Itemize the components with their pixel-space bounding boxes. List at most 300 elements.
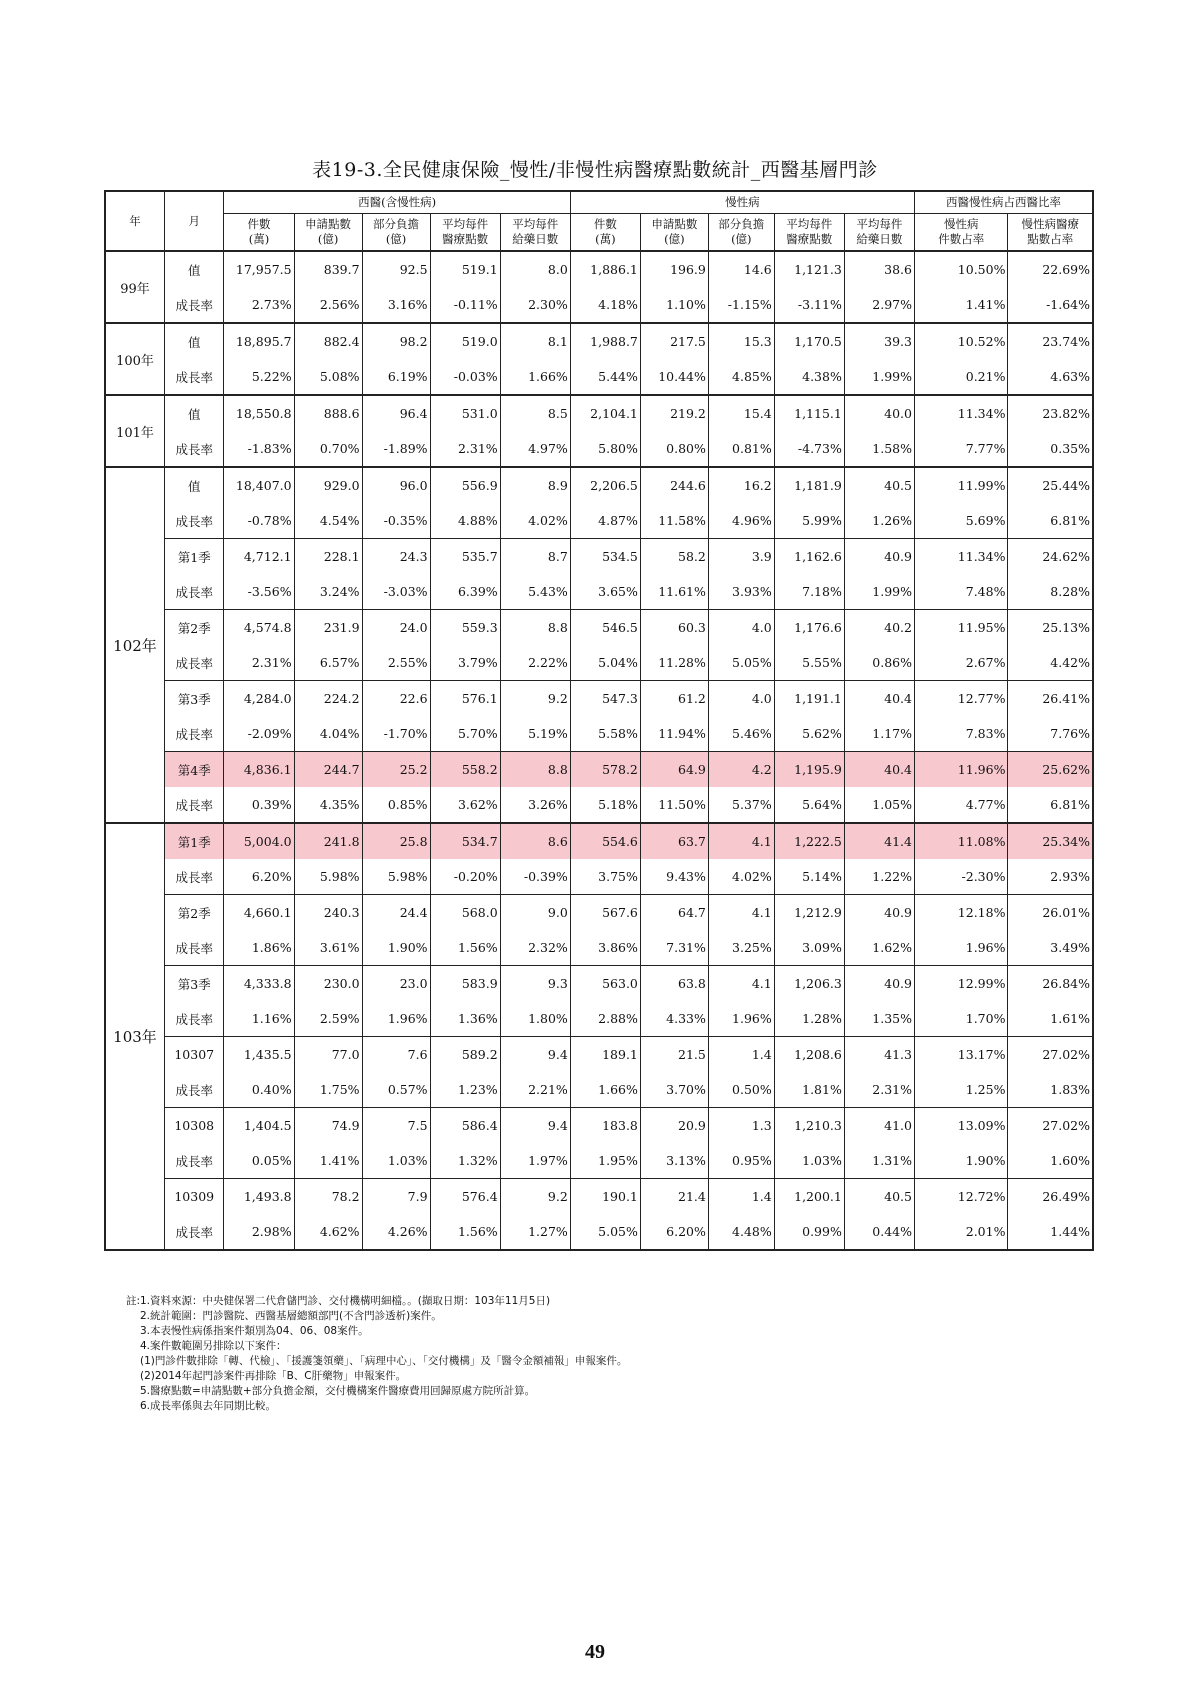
row-label-cell: 成長率	[164, 431, 223, 467]
row-label-cell: 成長率	[164, 574, 223, 610]
table-row	[105, 716, 1093, 752]
value-cell: 0.57%	[362, 1072, 430, 1108]
footnotes	[126, 1294, 628, 1414]
value-cell: 5.37%	[708, 787, 774, 823]
value-cell: 2.59%	[294, 1001, 362, 1037]
value-cell: 1.86%	[224, 930, 294, 966]
value-cell: 9.0	[500, 895, 570, 931]
table-row	[105, 1179, 1093, 1215]
value-cell: 26.41%	[1008, 681, 1093, 717]
value-cell: 241.8	[294, 823, 362, 859]
value-cell: 1.16%	[224, 1001, 294, 1037]
table-row	[105, 930, 1093, 966]
value-cell: 183.8	[570, 1108, 640, 1144]
value-cell: 7.18%	[774, 574, 844, 610]
column-header-line1: 平均每件	[856, 217, 903, 231]
value-cell: 25.44%	[1008, 467, 1093, 503]
value-cell: 13.09%	[915, 1108, 1008, 1144]
value-cell: 8.1	[500, 323, 570, 359]
value-cell: 231.9	[294, 610, 362, 646]
value-cell: 41.3	[844, 1037, 914, 1073]
value-cell: 554.6	[570, 823, 640, 859]
value-cell: 15.4	[708, 395, 774, 431]
value-cell: 96.4	[362, 395, 430, 431]
value-cell: 217.5	[640, 323, 708, 359]
table-row	[105, 431, 1093, 467]
value-cell: -0.39%	[500, 859, 570, 895]
value-cell: 40.9	[844, 539, 914, 575]
value-cell: 0.95%	[708, 1143, 774, 1179]
value-cell: 4.48%	[708, 1214, 774, 1250]
row-label-cell: 第4季	[164, 752, 223, 788]
value-cell: 3.25%	[708, 930, 774, 966]
value-cell: 2.98%	[224, 1214, 294, 1250]
value-cell: 5.05%	[570, 1214, 640, 1250]
value-cell: 576.1	[430, 681, 500, 717]
value-cell: 190.1	[570, 1179, 640, 1215]
value-cell: 2.56%	[294, 287, 362, 323]
column-header-line2: (億)	[385, 232, 407, 246]
value-cell: 1,181.9	[774, 467, 844, 503]
column-header-line2: 給藥日數	[856, 232, 903, 246]
value-cell: 3.09%	[774, 930, 844, 966]
value-cell: 5.05%	[708, 645, 774, 681]
value-cell: 4.35%	[294, 787, 362, 823]
value-cell: 5.08%	[294, 359, 362, 395]
value-cell: 1.32%	[430, 1143, 500, 1179]
column-header-line1: 部分負擔	[718, 217, 765, 231]
row-label-cell: 值	[164, 323, 223, 359]
value-cell: 535.7	[430, 539, 500, 575]
value-cell: 17,957.5	[224, 251, 294, 287]
value-cell: 7.76%	[1008, 716, 1093, 752]
column-header	[500, 214, 570, 252]
value-cell: 519.0	[430, 323, 500, 359]
table-row	[105, 966, 1093, 1002]
column-header	[844, 214, 914, 252]
value-cell: 578.2	[570, 752, 640, 788]
value-cell: 2.31%	[224, 645, 294, 681]
value-cell: 41.0	[844, 1108, 914, 1144]
value-cell: 4.54%	[294, 503, 362, 539]
value-cell: 1.56%	[430, 1214, 500, 1250]
value-cell: 2.22%	[500, 645, 570, 681]
value-cell: 4.04%	[294, 716, 362, 752]
value-cell: 4,333.8	[224, 966, 294, 1002]
value-cell: 2.31%	[844, 1072, 914, 1108]
value-cell: 1.81%	[774, 1072, 844, 1108]
footnote-line: 5.醫療點數=申請點數+部分負擔金額，交付機構案件醫療費用回歸原處方院所計算。	[140, 1385, 536, 1397]
value-cell: 4.33%	[640, 1001, 708, 1037]
year-cell: 99年	[105, 251, 164, 323]
value-cell: -1.83%	[224, 431, 294, 467]
value-cell: 5.46%	[708, 716, 774, 752]
value-cell: 1,176.6	[774, 610, 844, 646]
value-cell: 5.04%	[570, 645, 640, 681]
value-cell: 3.24%	[294, 574, 362, 610]
value-cell: 1.61%	[1008, 1001, 1093, 1037]
value-cell: 2.21%	[500, 1072, 570, 1108]
value-cell: -3.56%	[224, 574, 294, 610]
value-cell: 4.63%	[1008, 359, 1093, 395]
value-cell: 4,836.1	[224, 752, 294, 788]
value-cell: 4.62%	[294, 1214, 362, 1250]
value-cell: 1,195.9	[774, 752, 844, 788]
row-label-cell: 第2季	[164, 895, 223, 931]
column-header	[1008, 214, 1093, 252]
header-group-western: 西醫(含慢性病)	[224, 191, 570, 214]
value-cell: 189.1	[570, 1037, 640, 1073]
table-row	[105, 610, 1093, 646]
value-cell: 38.6	[844, 251, 914, 287]
value-cell: 1.3	[708, 1108, 774, 1144]
value-cell: 1,210.3	[774, 1108, 844, 1144]
value-cell: 0.85%	[362, 787, 430, 823]
value-cell: 1.27%	[500, 1214, 570, 1250]
value-cell: 1.41%	[915, 287, 1008, 323]
value-cell: 1,191.1	[774, 681, 844, 717]
value-cell: 2.73%	[224, 287, 294, 323]
value-cell: 6.81%	[1008, 503, 1093, 539]
value-cell: -0.03%	[430, 359, 500, 395]
table-row	[105, 895, 1093, 931]
value-cell: 11.94%	[640, 716, 708, 752]
value-cell: 64.9	[640, 752, 708, 788]
value-cell: 1,208.6	[774, 1037, 844, 1073]
footnote-line: (2)2014年起門診案件再排除「B、C肝藥物」申報案件。	[140, 1370, 407, 1382]
value-cell: 14.6	[708, 251, 774, 287]
value-cell: -0.20%	[430, 859, 500, 895]
value-cell: 7.83%	[915, 716, 1008, 752]
value-cell: 534.5	[570, 539, 640, 575]
value-cell: -1.70%	[362, 716, 430, 752]
value-cell: 63.7	[640, 823, 708, 859]
value-cell: 1.90%	[362, 930, 430, 966]
page-number: 49	[585, 1641, 605, 1663]
value-cell: 1.66%	[500, 359, 570, 395]
value-cell: 3.79%	[430, 645, 500, 681]
value-cell: 3.9	[708, 539, 774, 575]
row-label-cell: 第3季	[164, 681, 223, 717]
value-cell: 9.2	[500, 681, 570, 717]
row-label-cell: 成長率	[164, 716, 223, 752]
value-cell: 9.3	[500, 966, 570, 1002]
value-cell: 1.70%	[915, 1001, 1008, 1037]
column-header-line1: 平均每件	[786, 217, 833, 231]
row-label-cell: 值	[164, 395, 223, 431]
value-cell: -0.11%	[430, 287, 500, 323]
value-cell: 5.55%	[774, 645, 844, 681]
value-cell: 0.40%	[224, 1072, 294, 1108]
table-row	[105, 859, 1093, 895]
year-cell: 101年	[105, 395, 164, 467]
value-cell: 40.4	[844, 752, 914, 788]
value-cell: 0.39%	[224, 787, 294, 823]
column-header	[224, 214, 294, 252]
column-header-line2: (億)	[731, 232, 752, 246]
value-cell: 39.3	[844, 323, 914, 359]
value-cell: 4.88%	[430, 503, 500, 539]
value-cell: 58.2	[640, 539, 708, 575]
column-header	[430, 214, 500, 252]
value-cell: 240.3	[294, 895, 362, 931]
value-cell: 9.2	[500, 1179, 570, 1215]
value-cell: 1.44%	[1008, 1214, 1093, 1250]
row-label-cell: 第2季	[164, 610, 223, 646]
value-cell: 24.3	[362, 539, 430, 575]
value-cell: 12.72%	[915, 1179, 1008, 1215]
row-label-cell: 成長率	[164, 503, 223, 539]
table-row	[105, 574, 1093, 610]
table-row	[105, 467, 1093, 503]
value-cell: 3.70%	[640, 1072, 708, 1108]
column-header	[570, 214, 640, 252]
value-cell: 12.99%	[915, 966, 1008, 1002]
value-cell: 1.95%	[570, 1143, 640, 1179]
value-cell: 8.6	[500, 823, 570, 859]
value-cell: 11.96%	[915, 752, 1008, 788]
value-cell: 24.0	[362, 610, 430, 646]
column-header-line2: 點數占率	[1027, 232, 1074, 246]
value-cell: 1.62%	[844, 930, 914, 966]
value-cell: 12.18%	[915, 895, 1008, 931]
value-cell: 2.30%	[500, 287, 570, 323]
value-cell: 3.13%	[640, 1143, 708, 1179]
value-cell: 1.28%	[774, 1001, 844, 1037]
value-cell: 1.99%	[844, 359, 914, 395]
table-row	[105, 539, 1093, 575]
column-header-line1: 部分負擔	[373, 217, 420, 231]
table-row	[105, 395, 1093, 431]
value-cell: 2,206.5	[570, 467, 640, 503]
value-cell: 0.35%	[1008, 431, 1093, 467]
value-cell: 4.0	[708, 681, 774, 717]
column-header-line2: 醫療點數	[786, 232, 833, 246]
value-cell: 5.58%	[570, 716, 640, 752]
year-cell: 100年	[105, 323, 164, 395]
value-cell: 64.7	[640, 895, 708, 931]
row-label-cell: 10307	[164, 1037, 223, 1073]
value-cell: 2,104.1	[570, 395, 640, 431]
value-cell: 4.02%	[500, 503, 570, 539]
table-row	[105, 251, 1093, 287]
table-row	[105, 1108, 1093, 1144]
value-cell: 10.44%	[640, 359, 708, 395]
value-cell: 0.21%	[915, 359, 1008, 395]
value-cell: 5.70%	[430, 716, 500, 752]
column-header-line2: 醫療點數	[442, 232, 489, 246]
value-cell: 25.34%	[1008, 823, 1093, 859]
value-cell: 1.36%	[430, 1001, 500, 1037]
value-cell: 5.18%	[570, 787, 640, 823]
value-cell: 3.26%	[500, 787, 570, 823]
value-cell: 12.77%	[915, 681, 1008, 717]
value-cell: 21.4	[640, 1179, 708, 1215]
value-cell: 219.2	[640, 395, 708, 431]
value-cell: 589.2	[430, 1037, 500, 1073]
value-cell: 21.5	[640, 1037, 708, 1073]
value-cell: 18,550.8	[224, 395, 294, 431]
value-cell: 1.75%	[294, 1072, 362, 1108]
value-cell: 2.93%	[1008, 859, 1093, 895]
row-label-cell: 成長率	[164, 787, 223, 823]
value-cell: 1,988.7	[570, 323, 640, 359]
value-cell: 534.7	[430, 823, 500, 859]
value-cell: 929.0	[294, 467, 362, 503]
value-cell: 1.96%	[708, 1001, 774, 1037]
value-cell: 1.03%	[774, 1143, 844, 1179]
value-cell: 26.01%	[1008, 895, 1093, 931]
value-cell: 22.69%	[1008, 251, 1093, 287]
value-cell: 5.98%	[362, 859, 430, 895]
value-cell: -2.30%	[915, 859, 1008, 895]
value-cell: 3.93%	[708, 574, 774, 610]
value-cell: 1.4	[708, 1037, 774, 1073]
value-cell: 96.0	[362, 467, 430, 503]
value-cell: 1,212.9	[774, 895, 844, 931]
column-header-line1: 平均每件	[512, 217, 559, 231]
value-cell: 23.0	[362, 966, 430, 1002]
value-cell: 1,206.3	[774, 966, 844, 1002]
value-cell: 1.90%	[915, 1143, 1008, 1179]
row-label-cell: 值	[164, 251, 223, 287]
value-cell: 1.22%	[844, 859, 914, 895]
footnote-line: 1.資料來源：中央健保署二代倉儲門診、交付機構明細檔。。(擷取日期：103年11月5日)	[140, 1295, 551, 1307]
value-cell: 1.03%	[362, 1143, 430, 1179]
table-row	[105, 323, 1093, 359]
value-cell: -3.03%	[362, 574, 430, 610]
value-cell: 7.5	[362, 1108, 430, 1144]
value-cell: 546.5	[570, 610, 640, 646]
value-cell: 11.95%	[915, 610, 1008, 646]
header-month: 月	[164, 191, 223, 251]
value-cell: 1,493.8	[224, 1179, 294, 1215]
value-cell: 1.25%	[915, 1072, 1008, 1108]
value-cell: 4.96%	[708, 503, 774, 539]
value-cell: 15.3	[708, 323, 774, 359]
value-cell: 4.97%	[500, 431, 570, 467]
value-cell: 60.3	[640, 610, 708, 646]
value-cell: 18,895.7	[224, 323, 294, 359]
column-header-line2: (萬)	[248, 232, 270, 246]
value-cell: 576.4	[430, 1179, 500, 1215]
value-cell: 4.2	[708, 752, 774, 788]
value-cell: -2.09%	[224, 716, 294, 752]
header-year: 年	[105, 191, 164, 251]
value-cell: 11.58%	[640, 503, 708, 539]
value-cell: 2.67%	[915, 645, 1008, 681]
row-label-cell: 成長率	[164, 859, 223, 895]
value-cell: 7.9	[362, 1179, 430, 1215]
value-cell: 5.80%	[570, 431, 640, 467]
table-row	[105, 1214, 1093, 1250]
table-row	[105, 1037, 1093, 1073]
value-cell: 7.48%	[915, 574, 1008, 610]
table-row	[105, 823, 1093, 859]
column-header-line2: (億)	[317, 232, 339, 246]
row-label-cell: 10309	[164, 1179, 223, 1215]
value-cell: 8.9	[500, 467, 570, 503]
value-cell: 196.9	[640, 251, 708, 287]
value-cell: 567.6	[570, 895, 640, 931]
value-cell: 4.38%	[774, 359, 844, 395]
value-cell: 8.7	[500, 539, 570, 575]
footnote-lead: 註:	[126, 1295, 141, 1307]
value-cell: 1,222.5	[774, 823, 844, 859]
table-title: 表19-3.全民健康保險_慢性/非慢性病醫療點數統計_西醫基層門診	[312, 159, 878, 181]
value-cell: 1.05%	[844, 787, 914, 823]
value-cell: 839.7	[294, 251, 362, 287]
column-header-line1: 件數	[247, 217, 271, 231]
value-cell: 4.1	[708, 966, 774, 1002]
value-cell: 8.8	[500, 752, 570, 788]
value-cell: 23.74%	[1008, 323, 1093, 359]
value-cell: 9.4	[500, 1108, 570, 1144]
value-cell: 9.4	[500, 1037, 570, 1073]
row-label-cell: 10308	[164, 1108, 223, 1144]
table-row	[105, 1143, 1093, 1179]
row-label-cell: 成長率	[164, 359, 223, 395]
value-cell: 1.60%	[1008, 1143, 1093, 1179]
value-cell: 5.99%	[774, 503, 844, 539]
value-cell: 27.02%	[1008, 1037, 1093, 1073]
value-cell: 11.50%	[640, 787, 708, 823]
value-cell: 10.50%	[915, 251, 1008, 287]
value-cell: 4.26%	[362, 1214, 430, 1250]
value-cell: 7.77%	[915, 431, 1008, 467]
value-cell: 1.31%	[844, 1143, 914, 1179]
value-cell: 5.69%	[915, 503, 1008, 539]
row-label-cell: 成長率	[164, 1143, 223, 1179]
row-label-cell: 成長率	[164, 1214, 223, 1250]
row-label-cell: 成長率	[164, 1001, 223, 1037]
value-cell: 0.44%	[844, 1214, 914, 1250]
value-cell: 11.99%	[915, 467, 1008, 503]
value-cell: 98.2	[362, 323, 430, 359]
header-group-ratio: 西醫慢性病占西醫比率	[915, 191, 1094, 214]
value-cell: 1.35%	[844, 1001, 914, 1037]
value-cell: 11.08%	[915, 823, 1008, 859]
table-row	[105, 787, 1093, 823]
value-cell: 5.22%	[224, 359, 294, 395]
value-cell: 77.0	[294, 1037, 362, 1073]
row-label-cell: 第3季	[164, 966, 223, 1002]
value-cell: 0.86%	[844, 645, 914, 681]
value-cell: 1,115.1	[774, 395, 844, 431]
value-cell: 40.5	[844, 467, 914, 503]
column-header	[362, 214, 430, 252]
row-label-cell: 值	[164, 467, 223, 503]
value-cell: 1.56%	[430, 930, 500, 966]
value-cell: 23.82%	[1008, 395, 1093, 431]
value-cell: 3.61%	[294, 930, 362, 966]
value-cell: 563.0	[570, 966, 640, 1002]
value-cell: 1.23%	[430, 1072, 500, 1108]
value-cell: 0.99%	[774, 1214, 844, 1250]
header-group-chronic: 慢性病	[570, 191, 914, 214]
value-cell: 2.88%	[570, 1001, 640, 1037]
value-cell: -1.89%	[362, 431, 430, 467]
value-cell: 4.0	[708, 610, 774, 646]
value-cell: 7.31%	[640, 930, 708, 966]
table-row	[105, 1072, 1093, 1108]
value-cell: 1.10%	[640, 287, 708, 323]
value-cell: 10.52%	[915, 323, 1008, 359]
value-cell: 1.96%	[915, 930, 1008, 966]
value-cell: 8.5	[500, 395, 570, 431]
value-cell: 7.6	[362, 1037, 430, 1073]
value-cell: 41.4	[844, 823, 914, 859]
